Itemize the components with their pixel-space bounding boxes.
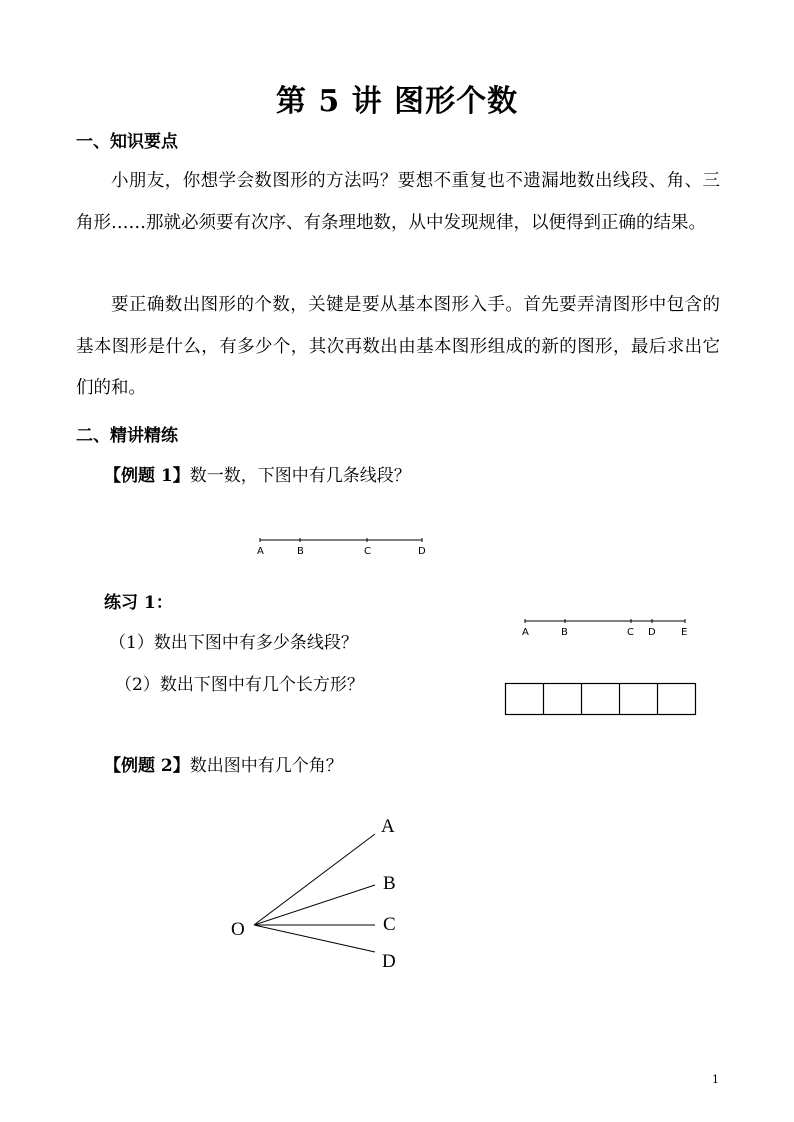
segment-diagram-practice-1 (515, 611, 705, 643)
page-number: 1 (712, 1073, 719, 1086)
practice-1-question-1: （1）数出下图中有多少条线段？ (109, 633, 358, 653)
point-label-d: D (418, 546, 426, 557)
paragraph-method: 要正确数出图形的个数，关键是要从基本图形入手。首先要弄清图形中包含的基本图形是什么，有多少个，其次再数出由基本图形组成的新的图形，最后求出它们的和。 (76, 295, 720, 398)
segment-diagram-example-1 (250, 530, 440, 560)
example-2 (104, 751, 343, 776)
angle-diagram (225, 808, 425, 980)
ray-ob (254, 885, 375, 925)
vertex-label-o: O (231, 919, 245, 940)
example-2-text: 数出图中有几个角？ (189, 756, 343, 776)
ray-label-c: C (383, 914, 396, 935)
ray-label-a: A (381, 816, 395, 837)
point-label-c: C (364, 546, 371, 557)
example-1-tag: 【例题 1】 (104, 466, 190, 486)
point-label-a: A (257, 546, 264, 557)
point-label-b: B (561, 627, 568, 638)
paragraph-intro: 小朋友，你想学会数图形的方法吗？要想不重复也不遗漏地数出线段、角、三角形……那就必须要有次序、有条理地数，从中发现规律，以便得到正确的结果。 (76, 171, 720, 233)
example-2-tag: 【例题 2】 (104, 756, 190, 776)
ray-label-d: D (382, 951, 396, 972)
outer-rectangle (506, 684, 696, 715)
practice-1-question-2: （2）数出下图中有几个长方形？ (115, 675, 364, 695)
section-heading-knowledge: 一、知识要点 (76, 132, 178, 152)
section-heading-practice: 二、精讲精练 (76, 426, 178, 446)
point-label-d: D (648, 627, 656, 638)
ray-od (254, 925, 375, 952)
example-1-text: 数一数，下图中有几条线段？ (189, 466, 411, 486)
point-label-b: B (297, 546, 304, 557)
rectangle-diagram (504, 682, 700, 718)
page-title: 第 5 讲 图形个数 (275, 84, 519, 119)
ray-oa (254, 834, 375, 925)
practice-1-heading: 练习 1： (104, 593, 173, 613)
example-1 (104, 461, 411, 486)
ray-label-b: B (383, 873, 396, 894)
point-label-a: A (522, 627, 529, 638)
point-label-c: C (627, 627, 634, 638)
point-label-e: E (681, 627, 688, 638)
